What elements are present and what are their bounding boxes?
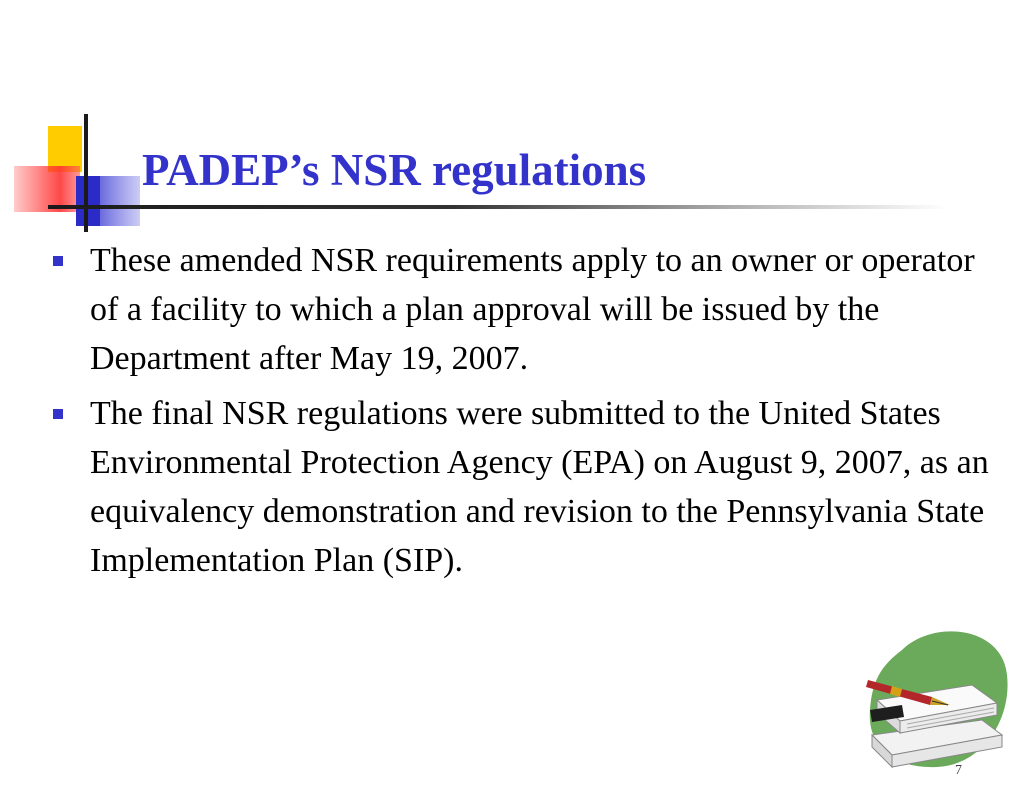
- bullet-list: [50, 236, 990, 591]
- bullet-item: [50, 236, 990, 383]
- bullet-item: [50, 389, 990, 585]
- bullet-text: These amended NSR requirements apply to an owner or operator of a facility to which a plan approval will be issued by the Department after May 19, 2007.: [90, 242, 975, 377]
- square-bullet-icon: [53, 409, 63, 419]
- title-divider: [48, 205, 948, 209]
- slide-title: PADEP’s NSR regulations: [142, 145, 647, 195]
- books-pen-clipart-icon: [862, 625, 1012, 775]
- page-number: 7: [955, 763, 962, 778]
- bullet-text: The final NSR regulations were submitted to the United States Environmental Protection Agency (EPA) on August 9, 2007, as an equivalency demonstration and revision to the Pennsylvania State Implementation Plan (SIP).: [90, 395, 989, 579]
- squares-crosshair-logo-icon: [10, 110, 140, 240]
- square-bullet-icon: [53, 256, 63, 266]
